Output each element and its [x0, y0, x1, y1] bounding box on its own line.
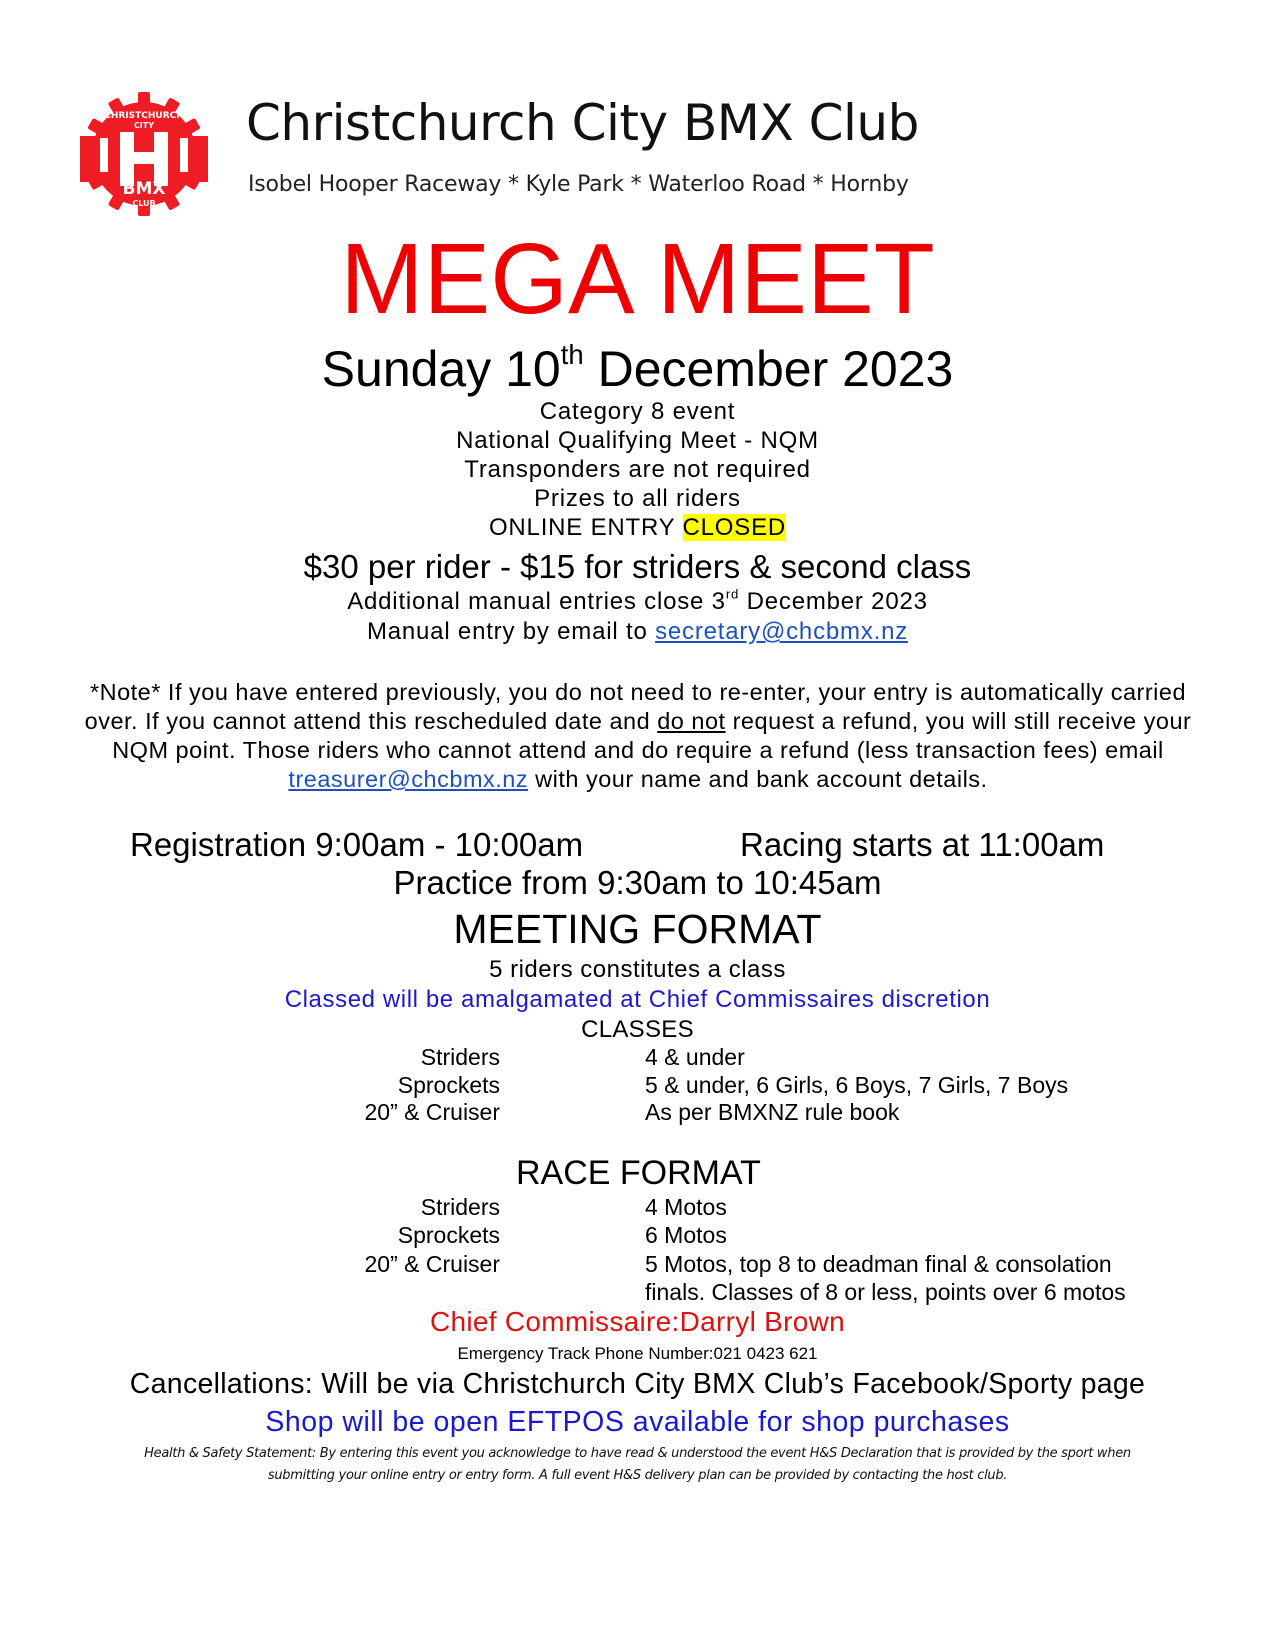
race-class-value-continued: finals. Classes of 8 or less, points over 6 motos: [645, 1279, 1126, 1305]
event-date-rest: December 2023: [583, 341, 954, 397]
class-value: 5 & under, 6 Girls, 6 Boys, 7 Girls, 7 Boys: [645, 1072, 1069, 1098]
hs-line-1: Health & Safety Statement: By entering this event you acknowledge to have read & understood the event H&S Declaration that is provided by the sport when: [144, 1446, 1131, 1461]
race-format-heading: RACE FORMAT: [516, 1154, 761, 1192]
club-name: Christchurch City BMX Club: [246, 94, 919, 152]
registration-time: Registration 9:00am - 10:00am: [130, 826, 584, 863]
manual-close-text: Additional manual entries close 3: [347, 588, 726, 615]
event-prizes: Prizes to all riders: [534, 485, 741, 512]
class-value: As per BMXNZ rule book: [645, 1099, 900, 1125]
hs-line-2: submitting your online entry or entry form. A full event H&S delivery plan can be provided by contacting the host club.: [267, 1468, 1008, 1483]
race-class-value: 5 Motos, top 8 to deadman final & consolation: [645, 1251, 1112, 1277]
amalgamation-note: Classed will be amalgamated at Chief Commissaires discretion: [284, 986, 991, 1013]
race-class-name: Striders: [420, 1194, 500, 1220]
classes-heading: CLASSES: [581, 1016, 694, 1043]
logo-club-text: CLUB: [132, 199, 156, 208]
event-nqm: National Qualifying Meet - NQM: [456, 427, 819, 454]
meeting-format-heading: MEETING FORMAT: [453, 906, 822, 952]
event-category: Category 8 event: [539, 398, 736, 425]
event-transponders: Transponders are not required: [464, 456, 811, 483]
event-title: MEGA MEET: [340, 223, 935, 335]
event-date: [0, 340, 1275, 398]
logo-bmx-text: BMX: [122, 179, 166, 199]
emergency-phone: Emergency Track Phone Number:021 0423 621: [457, 1344, 818, 1363]
note-text-3: with your name and bank account details.: [535, 766, 988, 792]
class-name: 20” & Cruiser: [364, 1099, 500, 1125]
racing-start-time: Racing starts at 11:00am: [740, 826, 1105, 863]
race-class-value: 6 Motos: [645, 1222, 727, 1248]
manual-close-suffix: rd: [725, 586, 740, 602]
class-name: Striders: [420, 1044, 500, 1070]
race-class-name: 20” & Cruiser: [364, 1251, 500, 1277]
logo-top-text: CHRISTCHURCH: [104, 111, 184, 121]
club-venue: Isobel Hooper Raceway * Kyle Park * Waterloo Road * Hornby: [248, 172, 909, 197]
manual-entry-email-line: [0, 618, 1275, 646]
manual-entries-close: [0, 588, 1275, 616]
class-value: 4 & under: [645, 1044, 745, 1070]
class-size-rule: 5 riders constitutes a class: [489, 956, 786, 983]
bmx-club-gear-logo-icon: [80, 88, 208, 220]
online-entry-status: [0, 514, 1275, 542]
race-class-value: 4 Motos: [645, 1194, 727, 1220]
note-underlined: do not: [657, 708, 726, 734]
class-name: Sprockets: [397, 1072, 500, 1098]
chief-commissaire: Chief Commissaire:Darryl Brown: [429, 1306, 846, 1337]
event-date-day: Sunday 10: [321, 341, 561, 397]
manual-close-rest: December 2023: [739, 588, 928, 615]
treasurer-email-link[interactable]: treasurer@chcbmx.nz: [288, 766, 529, 792]
note-text-2: request a refund, you will still receive your NQM point. Those riders who cannot attend and do require a refund (less transaction fees) email: [112, 708, 1192, 763]
entry-price: $30 per rider - $15 for striders & second class: [303, 548, 972, 585]
cancellations-note: Cancellations: Will be via Christchurch City BMX Club’s Facebook/Sporty page: [129, 1368, 1146, 1400]
note-text-1: *Note* If you have entered previously, you do not need to re-enter, your entry is automatically carried over. If you cannot attend this rescheduled date and: [84, 679, 1187, 734]
manual-entry-text: Manual entry by email to: [366, 618, 648, 645]
health-safety-statement: [100, 1443, 1175, 1487]
online-entry-closed-badge: CLOSED: [682, 514, 787, 541]
event-date-suffix: th: [560, 339, 584, 370]
logo-city-text: CITY: [133, 121, 155, 130]
shop-note: Shop will be open EFTPOS available for shop purchases: [265, 1406, 1010, 1438]
rescheduled-note: [78, 678, 1198, 794]
online-entry-label: ONLINE ENTRY: [488, 514, 676, 541]
practice-time: Practice from 9:30am to 10:45am: [393, 864, 882, 901]
secretary-email-link[interactable]: secretary@chcbmx.nz: [655, 618, 909, 645]
race-class-name: Sprockets: [397, 1222, 500, 1248]
